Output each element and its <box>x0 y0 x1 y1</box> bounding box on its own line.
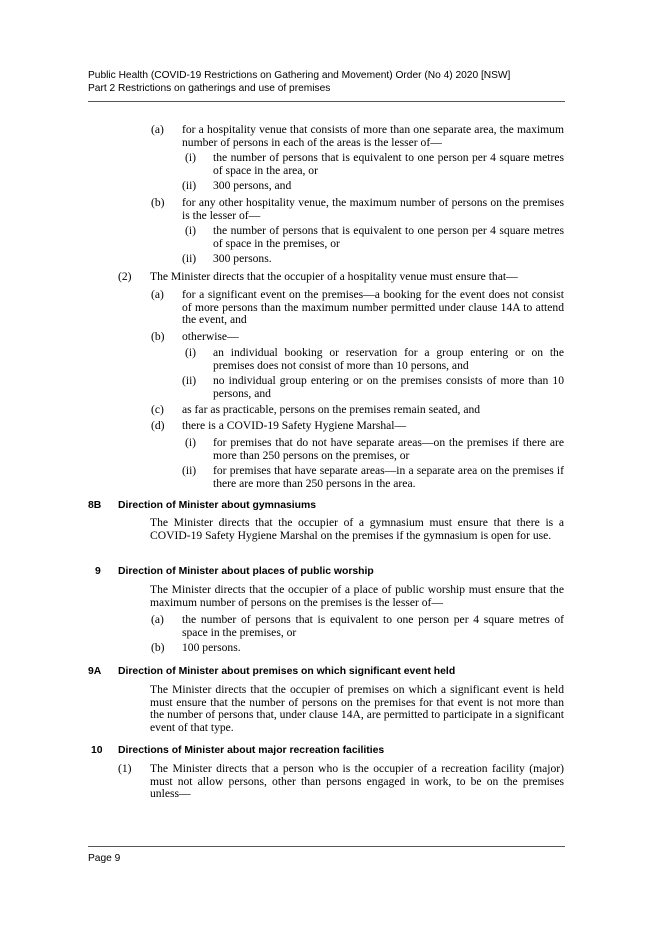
header-title: Public Health (COVID-19 Restrictions on Gathering and Movement) Order (No 4) 2020 [NSW] <box>88 70 511 81</box>
footer-rule <box>88 846 565 847</box>
section-body: The Minister directs that the occupier of premises on which a significant event is held must ensure that the number of persons on the premises for that event is not more than the number of persons that, under clause 14A, are permitted to participate in a significant event of that type. <box>150 683 564 734</box>
subpara-ii-label: (ii) <box>182 179 197 192</box>
subclause-2-text: The Minister directs that the occupier of a hospitality venue must ensure that— <box>150 270 518 283</box>
para-a-text: for a significant event on the premises—a booking for the event does not consist of more persons than the maximum number permitted under clause 14A to attend the event, and <box>182 288 564 327</box>
para-d-label: (d) <box>151 419 165 432</box>
section-heading: Direction of Minister about gymnasiums <box>118 500 317 511</box>
subpara-i-text: an individual booking or reservation for a group entering or on the premises does not consist of more than 10 persons, and <box>213 346 564 372</box>
para-a-text: for a hospitality venue that consists of more than one separate area, the maximum number of persons in each of the areas is the lesser of— <box>182 123 564 149</box>
subclause-1-text: The Minister directs that a person who is the occupier of a recreation facility (major) must not allow persons, other than persons engaged in work, to be on the premises unless— <box>150 762 564 801</box>
para-a-label: (a) <box>151 123 164 136</box>
para-b-label: (b) <box>151 641 165 654</box>
section-number: 10 <box>91 745 103 756</box>
subpara-ii-text: for premises that have separate areas—in a separate area on the premises if there are more than 250 persons in the area. <box>213 464 564 490</box>
subpara-i-text: the number of persons that is equivalent to one person per 4 square metres of space in the area, or <box>213 151 564 177</box>
para-b-label: (b) <box>151 330 165 343</box>
para-b-label: (b) <box>151 196 165 209</box>
section-heading: Directions of Minister about major recreation facilities <box>118 745 385 756</box>
subpara-ii-label: (ii) <box>182 374 197 387</box>
subpara-ii-text: 300 persons. <box>213 252 272 265</box>
para-a-text: the number of persons that is equivalent to one person per 4 square metres of space in the premises, or <box>182 613 564 639</box>
subpara-i-label: (i) <box>185 151 196 164</box>
subpara-ii-label: (ii) <box>182 252 197 265</box>
section-number: 8B <box>88 500 102 511</box>
para-b-text: otherwise— <box>182 330 239 343</box>
section-number: 9A <box>88 666 102 677</box>
para-a-label: (a) <box>151 613 164 626</box>
subpara-i-label: (i) <box>185 224 196 237</box>
page-number: Page 9 <box>88 853 121 864</box>
subclause-2-label: (2) <box>118 270 132 283</box>
subpara-ii-text: 300 persons, and <box>213 179 292 192</box>
para-b-text: 100 persons. <box>182 641 241 654</box>
para-b-text: for any other hospitality venue, the maximum number of persons on the premises is the lesser of— <box>182 196 564 222</box>
subpara-i-text: for premises that do not have separate areas—on the premises if there are more than 250 persons on the premises, or <box>213 436 564 462</box>
subclause-1-label: (1) <box>118 762 132 775</box>
para-d-text: there is a COVID-19 Safety Hygiene Marshal— <box>182 419 407 432</box>
para-a-label: (a) <box>151 288 164 301</box>
section-heading: Direction of Minister about places of public worship <box>118 566 374 577</box>
section-body: The Minister directs that the occupier of a gymnasium must ensure that there is a COVID-19 Safety Hygiene Marshal on the premises if the gymnasium is open for use. <box>150 516 564 542</box>
header-part: Part 2 Restrictions on gatherings and use of premises <box>88 83 331 94</box>
para-c-label: (c) <box>151 403 164 416</box>
section-heading: Direction of Minister about premises on which significant event held <box>118 666 456 677</box>
subpara-ii-label: (ii) <box>182 464 197 477</box>
subpara-i-label: (i) <box>185 346 196 359</box>
header-rule <box>88 101 565 102</box>
section-body: The Minister directs that the occupier of a place of public worship must ensure that the maximum number of persons on the premises is the lesser of— <box>150 583 564 609</box>
section-number: 9 <box>95 566 101 577</box>
subpara-i-text: the number of persons that is equivalent to one person per 4 square metres of space in the premises, or <box>213 224 564 250</box>
subpara-i-label: (i) <box>185 436 196 449</box>
subpara-ii-text: no individual group entering or on the premises consists of more than 10 persons, and <box>213 374 564 400</box>
para-c-text: as far as practicable, persons on the premises remain seated, and <box>182 403 481 416</box>
